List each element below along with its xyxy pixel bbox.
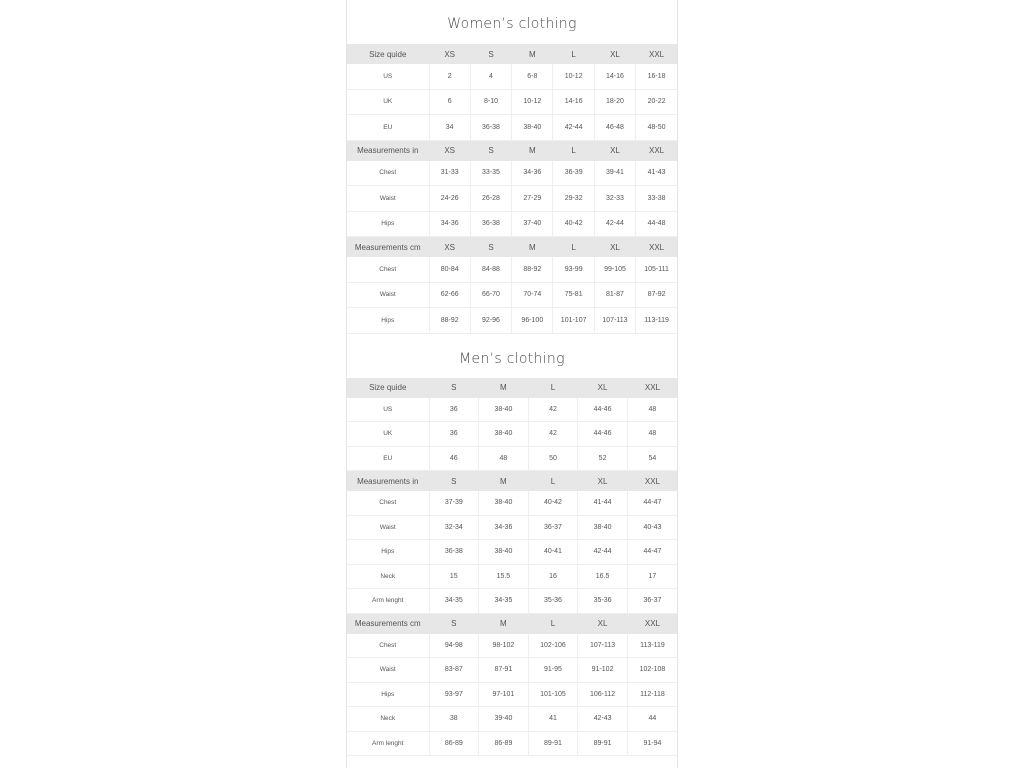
women-table-cell: 105-111 [636,257,677,282]
men-row-label: Chest [347,634,429,658]
men-table-cell: 34-35 [479,589,529,614]
men-row-label: US [347,398,429,422]
men-row-label: Hips [347,682,429,707]
men-table-cell: 50 [528,446,578,471]
women-size-header-cell: L [553,44,594,64]
men-size-header-cell: M [479,378,529,398]
women-table-cell: 14-16 [553,89,594,115]
men-table-cell: 37-39 [429,491,479,515]
men-table-cell: 87-91 [479,658,529,683]
women-size-header-cell: M [512,237,553,258]
men-size-header-cell: XXL [627,471,677,492]
men-table-cell: 41-44 [578,491,628,515]
women-table-cell: 33-38 [636,186,677,212]
women-row-label: Chest [347,257,429,282]
women-table-cell: 39-41 [594,161,635,186]
women-table-cell: 75-81 [553,282,594,308]
men-table-row [347,658,677,683]
women-table-cell: 24-26 [429,186,470,212]
women-table-cell: 18-20 [594,89,635,115]
women-table-cell: 14-16 [594,64,635,89]
men-table-cell: 44-46 [578,422,628,447]
men-table-cell: 102-106 [528,634,578,658]
women-table-cell: 48-50 [636,115,677,141]
men-row-label: Arm lenght [347,731,429,756]
women-table-cell: 32-33 [594,186,635,212]
women-table-cell: 36-38 [470,211,511,237]
men-header-row [347,471,677,492]
men-size-header-cell: S [429,471,479,492]
women-row-label: Hips [347,308,429,334]
women-header-row [347,237,677,258]
men-table-cell: 52 [578,446,628,471]
women-row-label: Waist [347,282,429,308]
women-table-cell: 26-28 [470,186,511,212]
women-table-cell: 80-84 [429,257,470,282]
women-row-label: Chest [347,161,429,186]
men-table-cell: 40-43 [627,515,677,540]
men-table-cell: 42 [528,422,578,447]
women-size-table-body [347,44,677,333]
women-table-row [347,161,677,186]
men-size-header-cell: XXL [627,613,677,634]
women-table-cell: 2 [429,64,470,89]
men-table-cell: 91-102 [578,658,628,683]
women-row-label: Hips [347,211,429,237]
men-table-cell: 112-118 [627,682,677,707]
men-table-row [347,682,677,707]
men-table-cell: 97-101 [479,682,529,707]
women-size-header-cell: M [512,140,553,161]
women-row-label: US [347,64,429,89]
women-table-row [347,308,677,334]
men-table-cell: 44 [627,707,677,732]
women-table-cell: 93-99 [553,257,594,282]
women-section-label: Measurements in [347,140,429,161]
women-table-cell: 33-35 [470,161,511,186]
men-table-row [347,731,677,756]
women-size-header-cell: S [470,237,511,258]
women-table-cell: 70-74 [512,282,553,308]
women-table-cell: 46-48 [594,115,635,141]
women-size-header-cell: XXL [636,237,677,258]
men-table-cell: 38-40 [578,515,628,540]
men-size-table-body [347,378,677,756]
men-table-cell: 48 [627,398,677,422]
women-table-cell: 66-70 [470,282,511,308]
size-guide-content [346,0,678,768]
women-table-row [347,89,677,115]
men-table-cell: 16.5 [578,564,628,589]
women-section-label: Size quide [347,44,429,64]
men-table-cell: 83-87 [429,658,479,683]
women-size-header-cell: XS [429,44,470,64]
men-table-cell: 54 [627,446,677,471]
men-table-row [347,422,677,447]
women-size-header-cell: XXL [636,44,677,64]
men-table-cell: 42 [528,398,578,422]
women-table-row [347,257,677,282]
women-table-cell: 62-66 [429,282,470,308]
men-table-cell: 35-36 [528,589,578,614]
women-table-cell: 8-10 [470,89,511,115]
women-table-cell: 34 [429,115,470,141]
men-row-label: Neck [347,564,429,589]
women-table-cell: 10-12 [553,64,594,89]
men-section-label: Size quide [347,378,429,398]
women-table-cell: 6 [429,89,470,115]
women-size-header-cell: S [470,44,511,64]
men-table-cell: 86-89 [479,731,529,756]
men-table-cell: 16 [528,564,578,589]
men-table-row [347,564,677,589]
men-table-cell: 98-102 [479,634,529,658]
men-table-cell: 15.5 [479,564,529,589]
men-row-label: Waist [347,658,429,683]
men-table-cell: 89-91 [578,731,628,756]
men-table-row [347,515,677,540]
men-table-cell: 48 [627,422,677,447]
men-table-cell: 34-35 [429,589,479,614]
men-table-cell: 48 [479,446,529,471]
men-table-cell: 93-97 [429,682,479,707]
women-header-row [347,140,677,161]
women-table-cell: 101-107 [553,308,594,334]
women-size-header-cell: XL [594,140,635,161]
men-table-cell: 40-41 [528,540,578,565]
women-table-cell: 41-43 [636,161,677,186]
men-table-cell: 86-89 [429,731,479,756]
men-row-label: UK [347,422,429,447]
women-table-cell: 34-36 [429,211,470,237]
men-table-cell: 89-91 [528,731,578,756]
men-row-label: Neck [347,707,429,732]
men-table-row [347,398,677,422]
women-table-cell: 38-40 [512,115,553,141]
women-size-header-cell: L [553,140,594,161]
women-table-cell: 36-39 [553,161,594,186]
men-table-row [347,634,677,658]
women-table-cell: 42-44 [553,115,594,141]
men-table-cell: 36 [429,422,479,447]
men-size-header-cell: XL [578,378,628,398]
men-table-cell: 38-40 [479,398,529,422]
men-table-row [347,589,677,614]
men-table-row [347,707,677,732]
women-table-cell: 87-92 [636,282,677,308]
women-table-cell: 10-12 [512,89,553,115]
men-table-cell: 15 [429,564,479,589]
women-table-cell: 6-8 [512,64,553,89]
women-size-header-cell: L [553,237,594,258]
men-row-label: Arm lenght [347,589,429,614]
women-table-row [347,115,677,141]
men-size-header-cell: M [479,613,529,634]
men-table-cell: 38 [429,707,479,732]
men-table-cell: 44-47 [627,491,677,515]
men-size-header-cell: L [528,378,578,398]
women-size-header-cell: XXL [636,140,677,161]
women-table-cell: 36-38 [470,115,511,141]
women-table-cell: 37-40 [512,211,553,237]
women-section-label: Measurements cm [347,237,429,258]
men-table-cell: 32-34 [429,515,479,540]
men-size-table [347,378,677,757]
women-size-header-cell: XL [594,237,635,258]
men-table-cell: 94-98 [429,634,479,658]
women-size-header-cell: XL [594,44,635,64]
women-size-table [347,44,677,334]
women-table-cell: 4 [470,64,511,89]
men-table-row [347,446,677,471]
men-table-cell: 36 [429,398,479,422]
women-size-header-cell: M [512,44,553,64]
men-table-cell: 38-40 [479,491,529,515]
men-table-cell: 44-46 [578,398,628,422]
women-table-cell: 20-22 [636,89,677,115]
men-section-label: Measurements cm [347,613,429,634]
men-table-cell: 44-47 [627,540,677,565]
men-table-cell: 46 [429,446,479,471]
men-table-cell: 113-119 [627,634,677,658]
men-table-cell: 38-40 [479,422,529,447]
men-row-label: Chest [347,491,429,515]
men-table-cell: 40-42 [528,491,578,515]
men-table-cell: 35-36 [578,589,628,614]
men-size-header-cell: S [429,613,479,634]
men-size-header-cell: S [429,378,479,398]
women-table-row [347,211,677,237]
men-row-label: Hips [347,540,429,565]
women-table-cell: 31-33 [429,161,470,186]
women-table-cell: 96-100 [512,308,553,334]
men-table-cell: 36-38 [429,540,479,565]
men-size-header-cell: M [479,471,529,492]
men-size-header-cell: L [528,613,578,634]
women-table-cell: 92-96 [470,308,511,334]
women-table-cell: 107-113 [594,308,635,334]
women-size-header-cell: XS [429,140,470,161]
men-table-row [347,491,677,515]
women-table-cell: 16-18 [636,64,677,89]
women-table-cell: 81-87 [594,282,635,308]
men-table-cell: 36-37 [528,515,578,540]
women-table-cell: 27-29 [512,186,553,212]
men-row-label: Waist [347,515,429,540]
women-table-cell: 44-48 [636,211,677,237]
men-table-cell: 36-37 [627,589,677,614]
women-table-cell: 113-119 [636,308,677,334]
women-table-row [347,282,677,308]
women-table-cell: 88-92 [429,308,470,334]
men-table-cell: 42-43 [578,707,628,732]
women-table-cell: 84-88 [470,257,511,282]
men-size-header-cell: L [528,471,578,492]
men-table-cell: 17 [627,564,677,589]
men-row-label: EU [347,446,429,471]
women-header-row [347,44,677,64]
women-table-cell: 99-105 [594,257,635,282]
men-table-cell: 102-108 [627,658,677,683]
men-table-cell: 91-95 [528,658,578,683]
women-table-cell: 88-92 [512,257,553,282]
men-table-cell: 38-40 [479,540,529,565]
men-section-label: Measurements in [347,471,429,492]
women-size-header-cell: XS [429,237,470,258]
women-table-cell: 34-36 [512,161,553,186]
men-size-header-cell: XL [578,471,628,492]
men-table-cell: 39-40 [479,707,529,732]
men-table-cell: 34-36 [479,515,529,540]
men-table-cell: 42-44 [578,540,628,565]
men-table-cell: 107-113 [578,634,628,658]
women-table-cell: 40-42 [553,211,594,237]
men-header-row [347,613,677,634]
men-table-cell: 41 [528,707,578,732]
men-table-cell: 91-94 [627,731,677,756]
men-size-header-cell: XL [578,613,628,634]
women-table-cell: 29-32 [553,186,594,212]
men-header-row [347,378,677,398]
men-table-row [347,540,677,565]
women-row-label: Waist [347,186,429,212]
women-table-cell: 42-44 [594,211,635,237]
men-table-cell: 106-112 [578,682,628,707]
women-table-row [347,186,677,212]
men-table-cell: 101-105 [528,682,578,707]
women-table-row [347,64,677,89]
women-row-label: EU [347,115,429,141]
men-clothing-title: Men’s clothing [459,350,565,367]
women-size-header-cell: S [470,140,511,161]
men-size-header-cell: XXL [627,378,677,398]
women-row-label: UK [347,89,429,115]
women-clothing-title: Women’s clothing [447,16,577,32]
